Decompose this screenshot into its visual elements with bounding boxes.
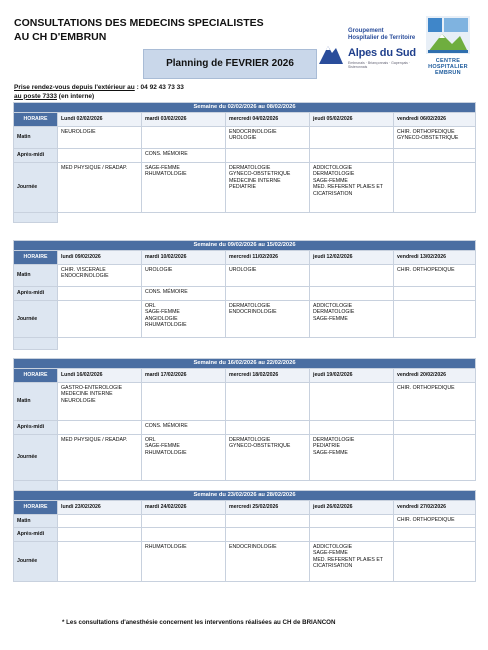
schedule-cell: MED PHYSIQUE / READAP. bbox=[58, 163, 142, 213]
row-label-journee: Journée bbox=[14, 301, 58, 338]
horaire-header: HORAIRE bbox=[14, 369, 58, 383]
footnote: * Les consultations d'anesthésie concernent les interventions réalisées au CH de BRIANCON bbox=[62, 619, 336, 626]
row-label-matin: Matin bbox=[14, 265, 58, 287]
schedule-cell bbox=[142, 528, 226, 542]
week-table bbox=[13, 490, 476, 582]
spacer-cell bbox=[58, 481, 142, 491]
schedule-cell: CONS. MÉMOIRE bbox=[142, 287, 226, 301]
row-label-apres-midi: Après-midi bbox=[14, 421, 58, 435]
row-label-matin: Matin bbox=[14, 383, 58, 421]
schedule-cell: CHIR. ORTHOPEDIQUE GYNECO-OBSTETRIQUE bbox=[394, 127, 476, 149]
week-title: Semaine du 02/02/2026 au 08/02/2026 bbox=[14, 103, 476, 113]
day-header: mardi 10/02/2026 bbox=[142, 251, 226, 265]
page-title bbox=[14, 16, 264, 44]
day-header: vendredi 27/02/2026 bbox=[394, 501, 476, 515]
schedule-cell: UROLOGIE bbox=[226, 265, 310, 287]
row-label-journee: Journée bbox=[14, 542, 58, 582]
schedule-cell: RHUMATOLOGIE bbox=[142, 542, 226, 582]
schedule-cell bbox=[226, 383, 310, 421]
day-header: lundi 23/02/2026 bbox=[58, 501, 142, 515]
spacer-cell bbox=[394, 338, 476, 350]
schedule-cell: DERMATOLOGIE GYNECO-OBSTETRIQUE MEDECINE INTERNE PEDIATRIE bbox=[226, 163, 310, 213]
day-header: jeudi 19/02/2026 bbox=[310, 369, 394, 383]
schedule-cell bbox=[226, 149, 310, 163]
schedule-cell: ADDICTOLOGIE DERMATOLOGIE SAGE-FEMME MED. REFERENT PLAIES ET CICATRISATION bbox=[310, 163, 394, 213]
day-header: vendredi 20/02/2026 bbox=[394, 369, 476, 383]
spacer-cell bbox=[394, 213, 476, 223]
spacer-cell bbox=[310, 213, 394, 223]
contact-extension-note: (en interne) bbox=[57, 92, 95, 100]
day-header: mardi 17/02/2026 bbox=[142, 369, 226, 383]
day-header: mercredi 11/02/2026 bbox=[226, 251, 310, 265]
title-line-2: AU CH D'EMBRUN bbox=[14, 31, 107, 43]
day-header: mardi 24/02/2026 bbox=[142, 501, 226, 515]
hospital-emblem-icon bbox=[424, 14, 472, 56]
week-title: Semaine du 09/02/2026 au 15/02/2026 bbox=[14, 241, 476, 251]
day-header: mardi 03/02/2026 bbox=[142, 113, 226, 127]
schedule-cell: UROLOGIE bbox=[142, 265, 226, 287]
schedule-cell bbox=[310, 127, 394, 149]
schedule-cell bbox=[310, 287, 394, 301]
spacer-cell bbox=[58, 338, 142, 350]
contact-extension: au poste 7333 bbox=[14, 92, 57, 100]
week-title: Semaine du 16/02/2026 au 22/02/2026 bbox=[14, 359, 476, 369]
schedule-cell: CHIR. VISCERALE ENDOCRINOLOGIE bbox=[58, 265, 142, 287]
row-label-journee: Journée bbox=[14, 163, 58, 213]
row-label-journee: Journée bbox=[14, 435, 58, 481]
schedule-cell bbox=[394, 287, 476, 301]
day-header: Lundi 02/02/2026 bbox=[58, 113, 142, 127]
title-line-1: CONSULTATIONS DES MEDECINS SPECIALISTES bbox=[14, 17, 264, 29]
schedule-cell: ADDICTOLOGIE DERMATOLOGIE SAGE-FEMME bbox=[310, 301, 394, 338]
ght-logo: Groupement Hospitalier de Territoire Alpes du Sud Embrunais · Briançonnais · Gapençais · Sisteronnais bbox=[318, 26, 418, 78]
schedule-cell bbox=[58, 301, 142, 338]
spacer-cell bbox=[14, 213, 58, 223]
day-header: mercredi 25/02/2026 bbox=[226, 501, 310, 515]
row-label-matin: Matin bbox=[14, 127, 58, 149]
schedule-cell: ORL SAGE-FEMME RHUMATOLOGIE bbox=[142, 435, 226, 481]
schedule-cell bbox=[310, 149, 394, 163]
schedule-cell bbox=[58, 528, 142, 542]
schedule-cell bbox=[310, 383, 394, 421]
schedule-cell: CONS. MÉMOIRE bbox=[142, 149, 226, 163]
spacer-cell bbox=[142, 338, 226, 350]
day-header: mercredi 18/02/2026 bbox=[226, 369, 310, 383]
schedule-cell: ENDOCRINOLOGIE bbox=[226, 542, 310, 582]
spacer-cell bbox=[14, 338, 58, 350]
schedule-cell bbox=[310, 421, 394, 435]
schedule-cell bbox=[394, 435, 476, 481]
schedule-cell: SAGE-FEMME RHUMATOLOGIE bbox=[142, 163, 226, 213]
schedule-cell: CHIR. ORTHOPEDIQUE bbox=[394, 515, 476, 528]
day-header: jeudi 12/02/2026 bbox=[310, 251, 394, 265]
week-table bbox=[13, 240, 476, 350]
schedule-cell: DERMATOLOGIE ENDOCRINOLOGIE bbox=[226, 301, 310, 338]
schedule-cell bbox=[142, 127, 226, 149]
row-label-matin: Matin bbox=[14, 515, 58, 528]
schedule-cell: CHIR. ORTHOPEDIQUE bbox=[394, 383, 476, 421]
spacer-cell bbox=[58, 213, 142, 223]
day-header: vendredi 06/02/2026 bbox=[394, 113, 476, 127]
schedule-cell bbox=[142, 383, 226, 421]
schedule-cell bbox=[58, 149, 142, 163]
spacer-cell bbox=[226, 338, 310, 350]
horaire-header: HORAIRE bbox=[14, 251, 58, 265]
schedule-cell bbox=[394, 149, 476, 163]
day-header: lundi 09/02/2026 bbox=[58, 251, 142, 265]
week-table bbox=[13, 102, 476, 223]
schedule-cell: GASTRO-ENTEROLOGIE MEDECINE INTERNE NEUROLOGIE bbox=[58, 383, 142, 421]
schedule-cell bbox=[394, 163, 476, 213]
spacer-cell bbox=[142, 213, 226, 223]
schedule-cell bbox=[394, 301, 476, 338]
horaire-header: HORAIRE bbox=[14, 113, 58, 127]
week-title: Semaine du 23/02/2026 au 28/02/2026 bbox=[14, 491, 476, 501]
schedule-cell bbox=[226, 515, 310, 528]
schedule-cell: CHIR. ORTHOPEDIQUE bbox=[394, 265, 476, 287]
day-header: mercredi 04/02/2026 bbox=[226, 113, 310, 127]
spacer-cell bbox=[310, 481, 394, 491]
day-header: jeudi 05/02/2026 bbox=[310, 113, 394, 127]
day-header: jeudi 26/02/2026 bbox=[310, 501, 394, 515]
spacer-cell bbox=[142, 481, 226, 491]
planning-banner: Planning de FEVRIER 2026 bbox=[143, 49, 317, 79]
spacer-cell bbox=[226, 213, 310, 223]
mountain-icon bbox=[318, 40, 344, 66]
schedule-cell: DERMATOLOGIE PEDIATRIE SAGE-FEMME bbox=[310, 435, 394, 481]
schedule-cell bbox=[310, 528, 394, 542]
schedule-cell: NEUROLOGIE bbox=[58, 127, 142, 149]
contact-info bbox=[14, 84, 184, 101]
contact-label: Prise rendez-vous depuis l'extérieur au bbox=[14, 84, 135, 91]
spacer-cell bbox=[14, 481, 58, 491]
schedule-cell: ENDOCRINOLOGIE UROLOGIE bbox=[226, 127, 310, 149]
spacer-cell bbox=[394, 481, 476, 491]
schedule-cell bbox=[58, 515, 142, 528]
schedule-cell: ADDICTOLOGIE SAGE-FEMME MED. REFERENT PLAIES ET CICATRISATION bbox=[310, 542, 394, 582]
row-label-apres-midi: Après-midi bbox=[14, 287, 58, 301]
schedule-cell bbox=[394, 528, 476, 542]
schedule-cell bbox=[58, 542, 142, 582]
schedule-cell: DERMATOLOGIE GYNECO-OBSTETRIQUE bbox=[226, 435, 310, 481]
ch-embrun-logo: CENTRE HOSPITALIER EMBRUN bbox=[424, 14, 472, 76]
contact-phone: : 04 92 43 73 33 bbox=[134, 84, 184, 91]
schedule-cell: ORL SAGE-FEMME ANGIOLOGIE RHUMATOLOGIE bbox=[142, 301, 226, 338]
schedule-cell bbox=[310, 515, 394, 528]
schedule-cell bbox=[58, 287, 142, 301]
schedule-cell bbox=[142, 515, 226, 528]
row-label-apres-midi: Après-midi bbox=[14, 528, 58, 542]
day-header: Lundi 16/02/2026 bbox=[58, 369, 142, 383]
schedule-cell bbox=[226, 528, 310, 542]
schedule-cell bbox=[394, 542, 476, 582]
spacer-cell bbox=[310, 338, 394, 350]
schedule-cell bbox=[58, 421, 142, 435]
schedule-cell bbox=[226, 287, 310, 301]
schedule-cell bbox=[226, 421, 310, 435]
horaire-header: HORAIRE bbox=[14, 501, 58, 515]
spacer-cell bbox=[226, 481, 310, 491]
week-table bbox=[13, 358, 476, 491]
schedule-cell: CONS. MÉMOIRE bbox=[142, 421, 226, 435]
day-header: vendredi 13/02/2026 bbox=[394, 251, 476, 265]
schedule-cell bbox=[310, 265, 394, 287]
row-label-apres-midi: Après-midi bbox=[14, 149, 58, 163]
schedule-cell bbox=[394, 421, 476, 435]
schedule-cell: MED PHYSIQUE / READAP. bbox=[58, 435, 142, 481]
